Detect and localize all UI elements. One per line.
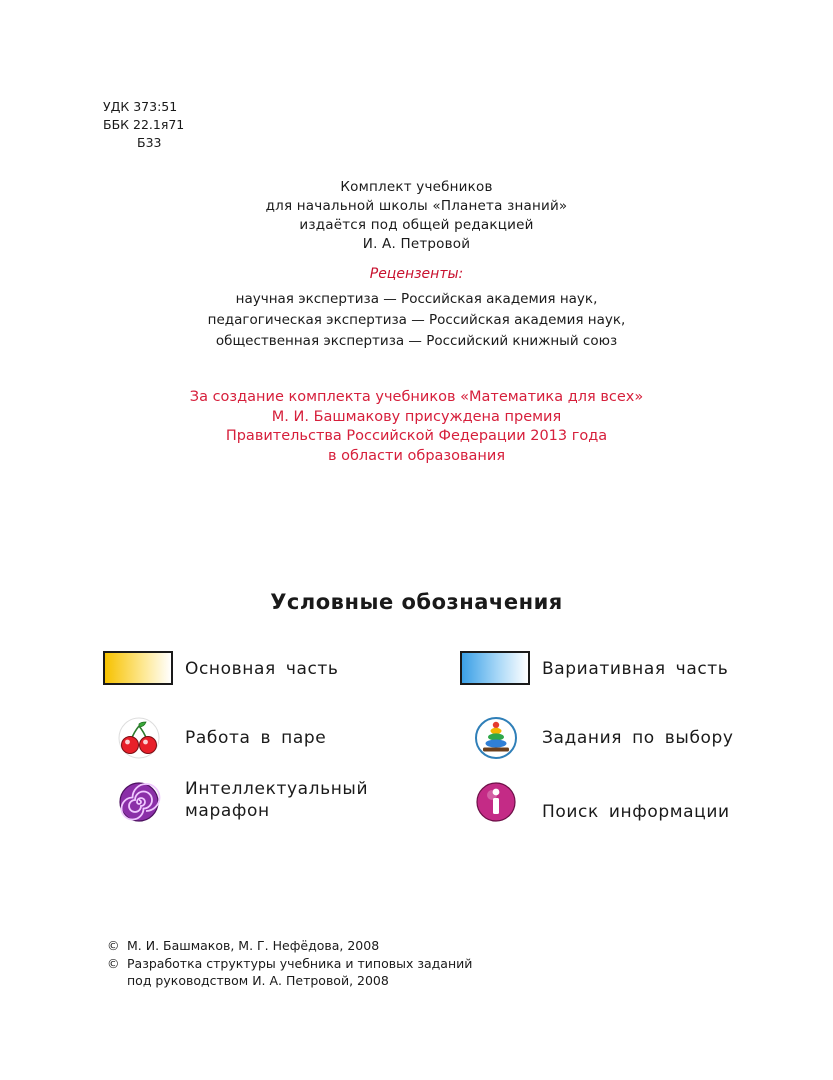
- reviewers-title: Рецензенты:: [369, 266, 464, 282]
- classification-codes: [103, 98, 184, 152]
- series-line: для начальной школы «Планета знаний»: [265, 198, 568, 214]
- prize-line: За создание комплекта учебников «Математика для всех»: [189, 389, 644, 405]
- pair-work-label: Работа в паре: [185, 728, 327, 748]
- reviewer-line: научная экспертиза — Российская академия наук,: [235, 291, 598, 307]
- spiral-icon: [117, 780, 161, 824]
- copyright-line: [107, 937, 472, 955]
- reviewer-line: общественная экспертиза — Российский книжный союз: [215, 333, 618, 349]
- copyright-line: [107, 955, 472, 973]
- prize-line: М. И. Башмакову присуждена премия: [271, 408, 562, 425]
- copyright-symbol: ©: [107, 938, 120, 953]
- reviewers-list: [0, 289, 833, 352]
- udk-code: УДК 373:51: [103, 99, 178, 114]
- info-search-label: Поиск информации: [542, 802, 730, 822]
- copyright-structure-cont: под руководством И. А. Петровой, 2008: [127, 973, 389, 988]
- author-mark: Б33: [137, 135, 162, 150]
- marathon-label-line: Интеллектуальный: [185, 779, 369, 799]
- series-line: издаётся под общей редакцией: [299, 217, 534, 233]
- copyright-authors: М. И. Башмаков, М. Г. Нефёдова, 2008: [127, 938, 380, 953]
- copyright-symbol: ©: [107, 955, 120, 971]
- pyramid-toy-icon: [474, 716, 518, 760]
- variative-part-label: Вариативная часть: [542, 659, 729, 679]
- legend-title: Условные обозначения: [270, 590, 563, 614]
- series-info: [0, 178, 833, 254]
- choice-tasks-label: Задания по выбору: [542, 728, 734, 748]
- prize-notice: [0, 388, 833, 466]
- info-icon: [474, 780, 518, 824]
- reviewer-line: педагогическая экспертиза — Российская академия наук,: [207, 312, 626, 328]
- copyright-block: [107, 937, 472, 990]
- bbk-code: ББК 22.1я71: [103, 117, 185, 132]
- prize-line: в области образования: [327, 447, 506, 464]
- series-editor: И. А. Петровой: [362, 236, 471, 252]
- series-line: Комплект учебников: [340, 179, 493, 195]
- main-part-swatch: [103, 651, 173, 685]
- variative-part-swatch: [460, 651, 530, 685]
- cherries-icon: [117, 716, 161, 760]
- main-part-label: Основная часть: [185, 659, 339, 679]
- prize-line: Правительства Российской Федерации 2013 года: [225, 428, 608, 444]
- marathon-label: [185, 778, 368, 822]
- copyright-structure: Разработка структуры учебника и типовых заданий: [127, 955, 473, 971]
- marathon-label-line: марафон: [185, 801, 270, 821]
